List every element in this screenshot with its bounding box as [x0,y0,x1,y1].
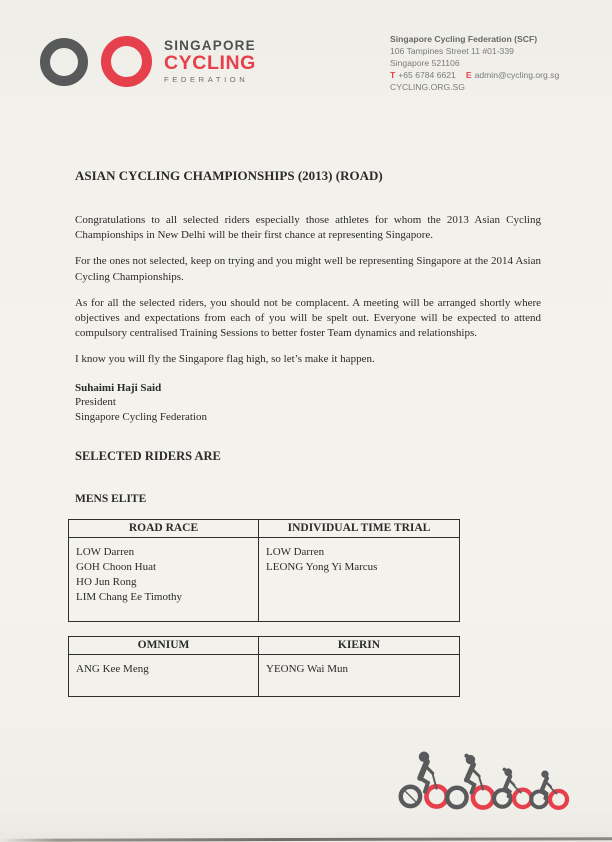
signature-name: Suhaimi Haji Said [75,381,162,394]
logo-ring-gray-icon [40,38,88,86]
rider-name: LEONG Yong Yi Marcus [266,561,378,574]
letter-title: ASIAN CYCLING CHAMPIONSHIPS (2013) (ROAD) [75,168,383,183]
selected-riders-heading: SELECTED RIDERS ARE [75,449,221,464]
table-row [69,538,460,622]
contact-website: CYCLING.ORG.SG [390,82,465,92]
column-header-kierin: KIERIN [259,637,460,655]
paragraph-congratulations: Congratulations to all selected riders especially those athletes for whom the 2013 Asian Cycling Championships in New Delhi will be their first chance at representing Singapore. [75,214,541,242]
signature-organization: Singapore Cycling Federation [75,410,207,423]
phone-label: T [390,70,396,80]
rider-name: LOW Darren [76,546,135,559]
paragraph-not-selected: For the ones not selected, keep on trying and you might well be representing Singapore at the 2014 Asian Cycling Championships. [75,255,541,283]
paragraph-closing: I know you will fly the Singapore flag high, so let’s make it happen. [75,353,375,366]
track-events-table [68,636,460,697]
letter-content [75,168,541,709]
brand-cycling: CYCLING [164,51,256,74]
omnium-cell [69,655,259,697]
cycling-family-icon [398,750,570,815]
individual-time-trial-cell [259,538,460,622]
contact-block [390,33,582,93]
road-race-cell [69,538,259,622]
rider-name: GOH Choon Huat [76,561,157,574]
logo-ring-red-icon [101,36,152,87]
rider-name: YEONG Wai Mun [266,663,349,676]
paragraph-meeting: As for all the selected riders, you should not be complacent. A meeting will be arranged shortly where objectives and expectations from each of you will be spelt out. Everyone will be expected to attend compulsory centralised Training Sessions to better foster Team dynamics and relationships. [75,296,541,340]
column-header-omnium: OMNIUM [69,637,259,655]
table-header-row [69,637,460,655]
column-header-individual-time-trial: INDIVIDUAL TIME TRIAL [259,520,460,538]
road-events-table [68,519,460,622]
brand-wordmark [164,39,256,84]
mens-elite-heading: MENS ELITE [75,493,147,506]
contact-address-line1: 106 Tampines Street 11 #01-339 [390,46,514,56]
rider-name: HO Jun Rong [76,576,137,589]
rider-name: LOW Darren [266,546,325,559]
signature-title: President [75,396,116,409]
brand-singapore: SINGAPORE [164,38,256,54]
contact-address-line2: Singapore 521106 [390,58,460,68]
contact-phone: +65 6784 6621 [398,70,456,80]
column-header-road-race: ROAD RACE [69,520,259,538]
signature-block [75,381,541,425]
letterhead [40,36,256,87]
table-header-row [69,520,460,538]
table-row [69,655,460,697]
contact-phone-email-line [390,69,582,81]
email-label: E [465,70,472,80]
contact-org-name: Singapore Cycling Federation (SCF) [390,34,538,44]
contact-email: admin@cycling.org.sg [474,70,560,80]
kierin-cell [259,655,460,697]
rider-name: LIM Chang Ee Timothy [76,591,183,604]
rider-name: ANG Kee Meng [76,663,149,676]
scan-bottom-edge [0,837,612,841]
brand-federation: FEDERATION [164,75,249,85]
